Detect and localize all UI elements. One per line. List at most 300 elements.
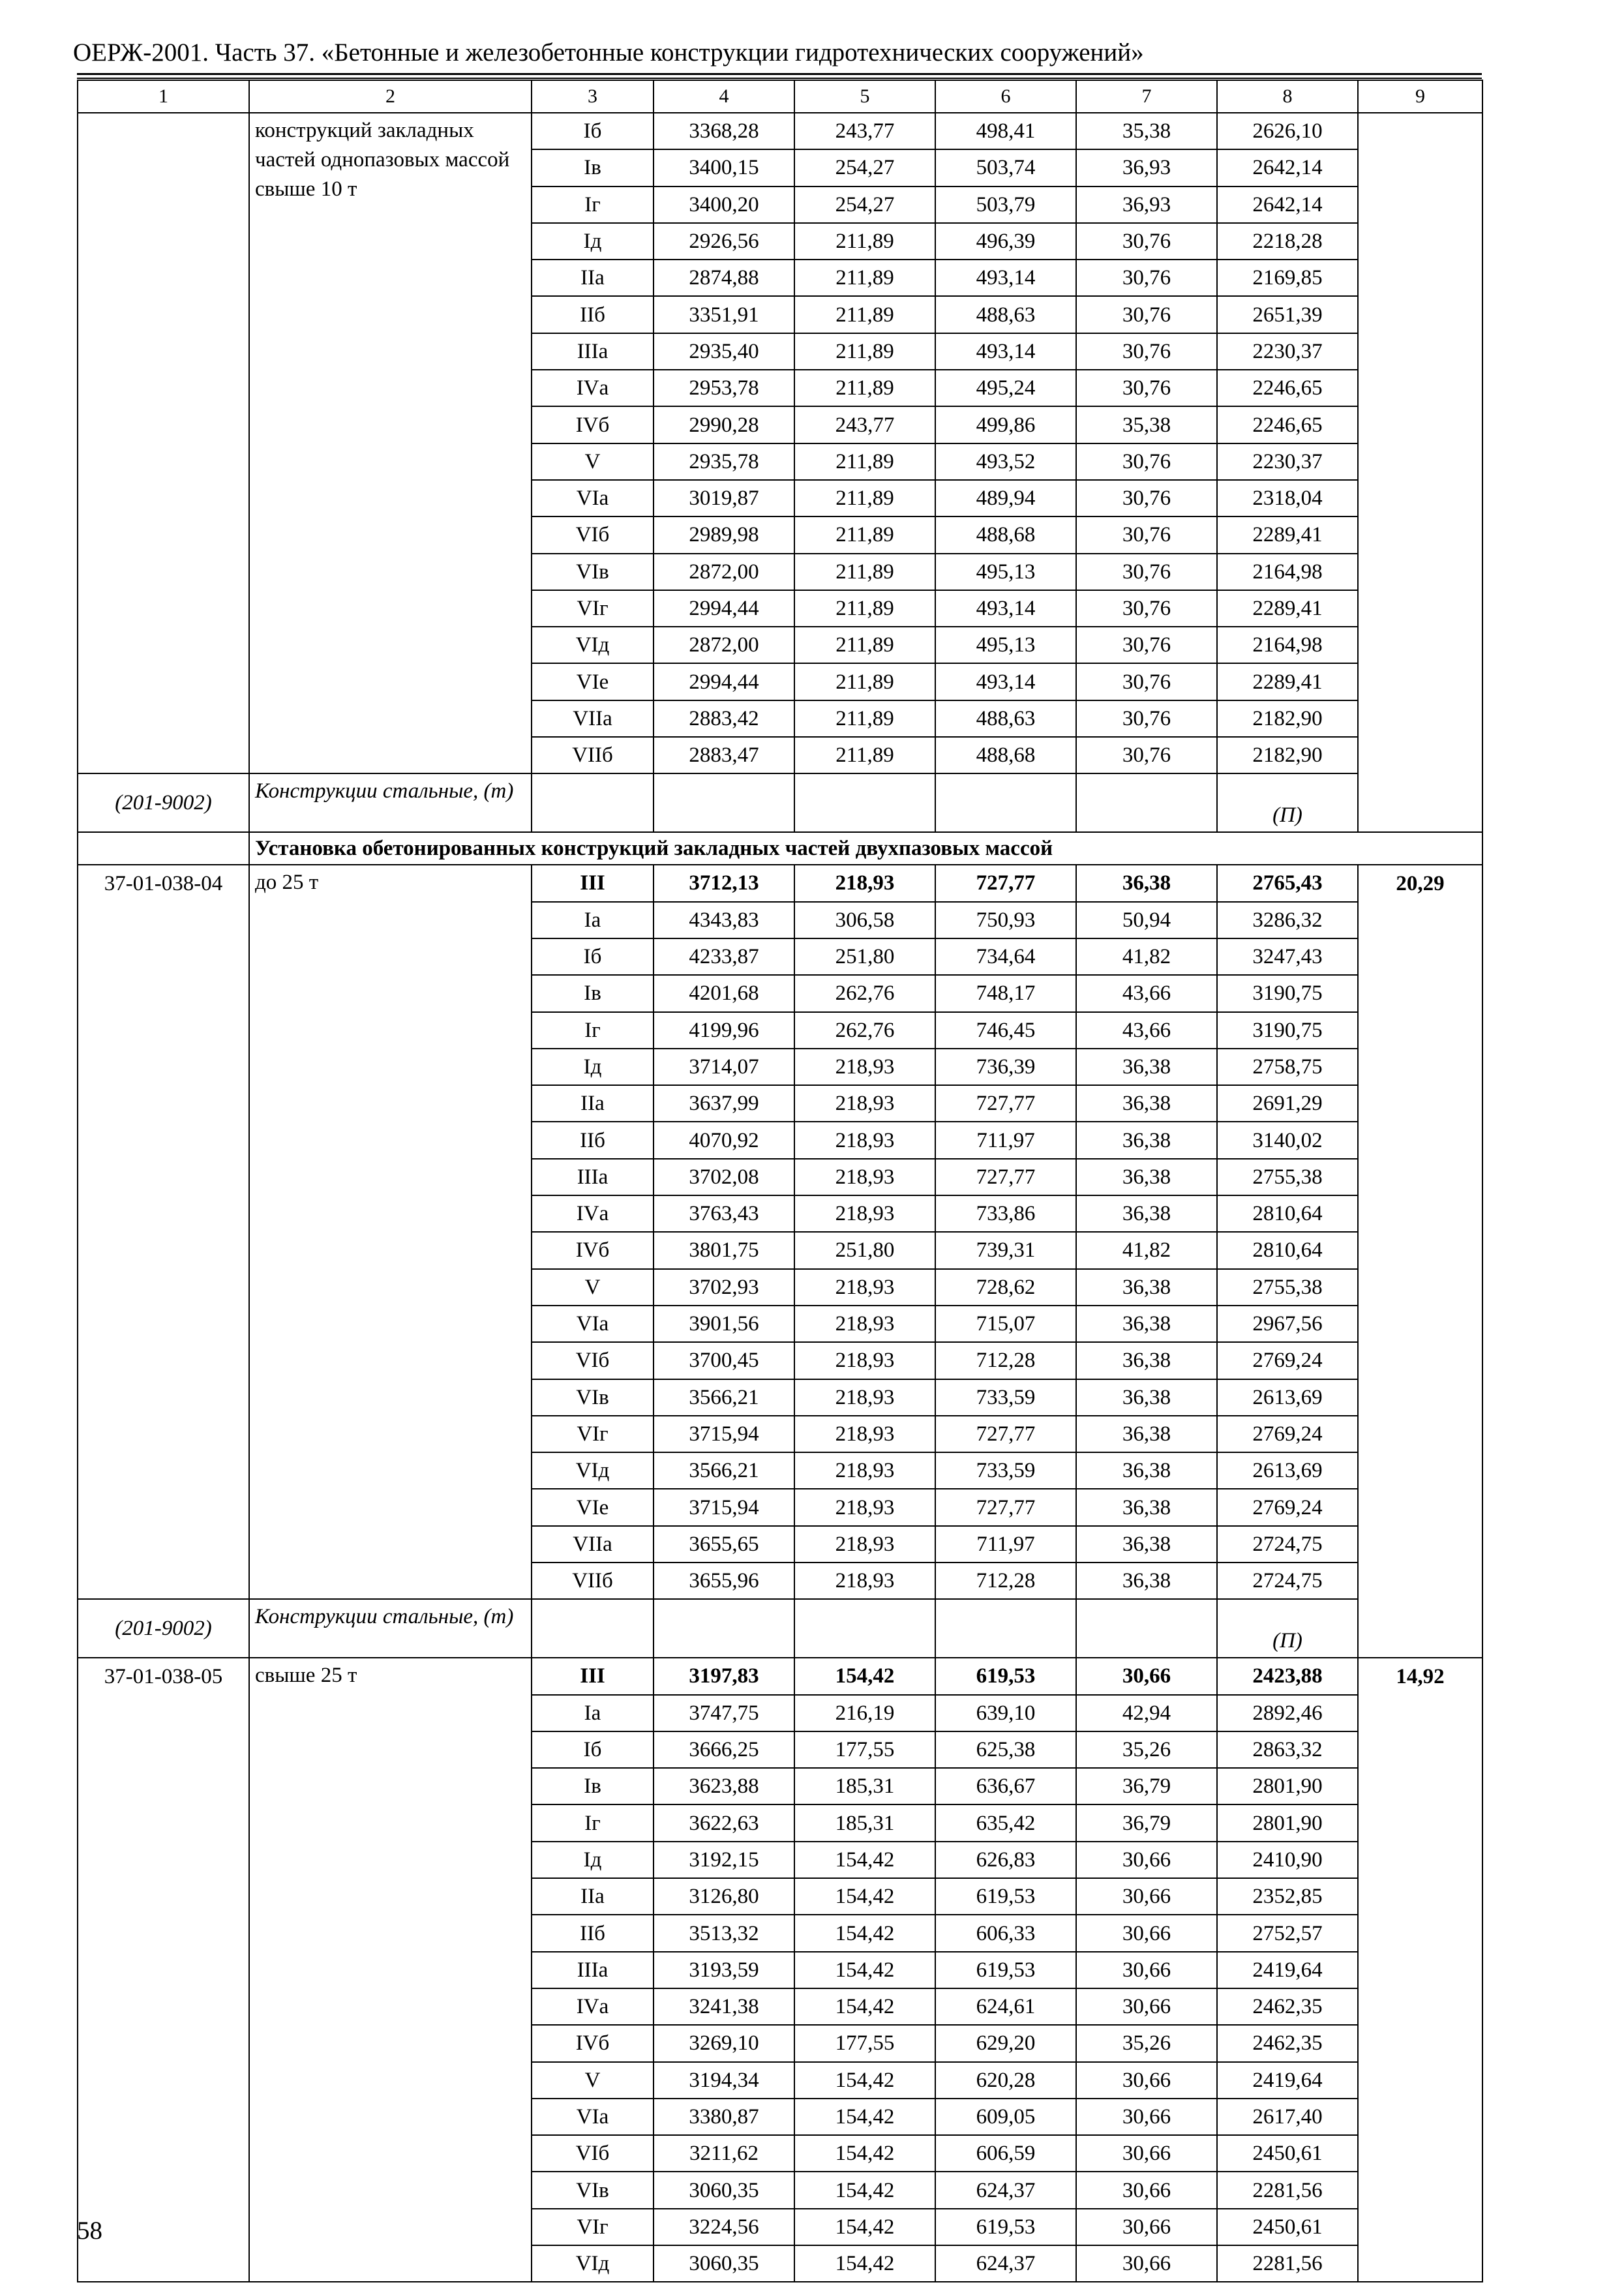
materials-cost: 2218,28	[1217, 223, 1358, 260]
materials-cost: 2462,35	[1217, 1988, 1358, 2025]
total-cost: 3126,80	[654, 1878, 794, 1915]
wages: 154,42	[794, 1915, 935, 1951]
machine-operation: 495,13	[935, 554, 1076, 590]
machinists-wages: 36,79	[1076, 1768, 1217, 1804]
materials-cost: 2769,24	[1217, 1489, 1358, 1525]
empty-cell	[1076, 773, 1217, 832]
wages: 211,89	[794, 223, 935, 260]
column-number: 5	[794, 80, 935, 113]
work-description: свыше 25 т	[249, 1658, 532, 2282]
total-cost: 2953,78	[654, 370, 794, 406]
wages: 211,89	[794, 627, 935, 663]
wages: 254,27	[794, 149, 935, 186]
territory-zone: IVа	[532, 1988, 654, 2025]
wages: 211,89	[794, 296, 935, 333]
machine-operation: 746,45	[935, 1012, 1076, 1049]
machinists-wages: 30,66	[1076, 1842, 1217, 1878]
materials-cost: 2651,39	[1217, 296, 1358, 333]
machinists-wages: 30,66	[1076, 2245, 1217, 2282]
machine-operation: 493,14	[935, 590, 1076, 627]
machine-operation: 495,24	[935, 370, 1076, 406]
materials-cost: 2246,65	[1217, 406, 1358, 443]
wages: 154,42	[794, 2172, 935, 2208]
machine-operation: 488,63	[935, 700, 1076, 737]
price-table	[77, 80, 1483, 2282]
machinists-wages: 36,38	[1076, 1379, 1217, 1416]
materials-cost: 2182,90	[1217, 737, 1358, 773]
total-cost: 3702,93	[654, 1269, 794, 1306]
machinists-wages: 30,76	[1076, 554, 1217, 590]
machinists-wages: 30,76	[1076, 260, 1217, 296]
machine-operation: 736,39	[935, 1049, 1076, 1085]
wages: 211,89	[794, 554, 935, 590]
wages: 211,89	[794, 333, 935, 370]
machine-operation: 734,64	[935, 938, 1076, 975]
machine-operation: 488,68	[935, 516, 1076, 553]
wages: 218,93	[794, 1306, 935, 1342]
total-cost: 4199,96	[654, 1012, 794, 1049]
empty-cell	[1076, 1599, 1217, 1658]
wages: 211,89	[794, 663, 935, 700]
materials-cost: 2967,56	[1217, 1306, 1358, 1342]
territory-zone: IIа	[532, 1085, 654, 1122]
wages: 218,93	[794, 1563, 935, 1599]
machinists-wages: 30,76	[1076, 590, 1217, 627]
machine-operation: 625,38	[935, 1731, 1076, 1768]
empty-cell	[654, 1599, 794, 1658]
machinists-wages: 30,66	[1076, 2209, 1217, 2245]
machinists-wages: 35,26	[1076, 2025, 1217, 2061]
machine-operation: 619,53	[935, 1878, 1076, 1915]
machine-operation: 750,93	[935, 902, 1076, 938]
wages: 251,80	[794, 1232, 935, 1268]
territory-zone: Iв	[532, 149, 654, 186]
total-cost: 3637,99	[654, 1085, 794, 1122]
wages: 218,93	[794, 1195, 935, 1232]
materials-cost: 2769,24	[1217, 1416, 1358, 1452]
total-cost: 3700,45	[654, 1342, 794, 1379]
materials-cost: 2810,64	[1217, 1232, 1358, 1268]
empty-cell	[794, 773, 935, 832]
machinists-wages: 36,38	[1076, 865, 1217, 901]
territory-zone: VIа	[532, 480, 654, 516]
machinists-wages: 30,66	[1076, 2172, 1217, 2208]
materials-cost: 2810,64	[1217, 1195, 1358, 1232]
materials-cost: 2462,35	[1217, 2025, 1358, 2061]
resource-name: Конструкции стальные, (т)	[249, 1599, 532, 1658]
wages: 218,93	[794, 865, 935, 901]
total-cost: 3241,38	[654, 1988, 794, 2025]
materials-cost: 3190,75	[1217, 1012, 1358, 1049]
materials-cost: 2164,98	[1217, 627, 1358, 663]
total-cost: 2935,40	[654, 333, 794, 370]
wages: 154,42	[794, 1952, 935, 1988]
machinists-wages: 30,76	[1076, 296, 1217, 333]
territory-zone: IVб	[532, 406, 654, 443]
total-cost: 3566,21	[654, 1379, 794, 1416]
total-cost: 3224,56	[654, 2209, 794, 2245]
territory-zone: IVб	[532, 2025, 654, 2061]
empty-cell	[794, 1599, 935, 1658]
machine-operation: 503,74	[935, 149, 1076, 186]
materials-cost: 2410,90	[1217, 1842, 1358, 1878]
materials-cost: 2281,56	[1217, 2172, 1358, 2208]
wages: 154,42	[794, 1988, 935, 2025]
wages: 218,93	[794, 1159, 935, 1195]
machinists-wages: 30,66	[1076, 2135, 1217, 2172]
territory-zone: VIг	[532, 590, 654, 627]
machinists-wages: 35,38	[1076, 113, 1217, 149]
territory-zone: IVа	[532, 1195, 654, 1232]
machine-operation: 609,05	[935, 2099, 1076, 2135]
materials-cost: 2752,57	[1217, 1915, 1358, 1951]
machine-operation: 493,52	[935, 443, 1076, 480]
territory-zone: Iв	[532, 1768, 654, 1804]
machinists-wages: 36,38	[1076, 1049, 1217, 1085]
resource-row	[78, 1599, 1482, 1658]
machine-operation: 488,63	[935, 296, 1076, 333]
territory-zone: VIг	[532, 2209, 654, 2245]
total-cost: 2989,98	[654, 516, 794, 553]
rate-code	[78, 113, 249, 773]
materials-cost: 2613,69	[1217, 1379, 1358, 1416]
materials-cost: 3247,43	[1217, 938, 1358, 975]
empty-cell	[532, 773, 654, 832]
machine-operation: 495,13	[935, 627, 1076, 663]
total-cost: 2874,88	[654, 260, 794, 296]
table-row	[78, 1658, 1482, 1694]
machinists-wages: 30,76	[1076, 700, 1217, 737]
machinists-wages: 30,76	[1076, 370, 1217, 406]
territory-zone: IIа	[532, 260, 654, 296]
machine-operation: 748,17	[935, 975, 1076, 1011]
materials-cost: 3286,32	[1217, 902, 1358, 938]
wages: 185,31	[794, 1804, 935, 1841]
column-number: 6	[935, 80, 1076, 113]
territory-zone: VIд	[532, 2245, 654, 2282]
wages: 211,89	[794, 480, 935, 516]
header-rule-bottom	[77, 78, 1482, 79]
territory-zone: III	[532, 865, 654, 901]
machinists-wages: 36,38	[1076, 1269, 1217, 1306]
total-cost: 4070,92	[654, 1122, 794, 1158]
territory-zone: IVб	[532, 1232, 654, 1268]
section-title: Установка обетонированных конструкций закладных частей двухпазовых массой	[249, 832, 1482, 865]
machinists-wages: 30,66	[1076, 1915, 1217, 1951]
wages: 154,42	[794, 2135, 935, 2172]
territory-zone: VIб	[532, 2135, 654, 2172]
wages: 218,93	[794, 1452, 935, 1489]
total-cost: 2990,28	[654, 406, 794, 443]
empty-cell	[654, 773, 794, 832]
machinists-wages: 36,38	[1076, 1342, 1217, 1379]
machinists-wages: 30,76	[1076, 480, 1217, 516]
wages: 211,89	[794, 443, 935, 480]
territory-zone: VIа	[532, 2099, 654, 2135]
territory-zone: Iд	[532, 223, 654, 260]
territory-zone: Iг	[532, 187, 654, 223]
price-table-body	[78, 80, 1482, 2282]
materials-cost: 2755,38	[1217, 1269, 1358, 1306]
wages: 177,55	[794, 1731, 935, 1768]
materials-cost: 2419,64	[1217, 2062, 1358, 2099]
total-cost: 3763,43	[654, 1195, 794, 1232]
column-number: 4	[654, 80, 794, 113]
territory-zone: VIв	[532, 2172, 654, 2208]
wages: 211,89	[794, 516, 935, 553]
machinists-wages: 43,66	[1076, 975, 1217, 1011]
territory-zone: IIа	[532, 1878, 654, 1915]
machine-operation: 712,28	[935, 1563, 1076, 1599]
territory-zone: Iб	[532, 938, 654, 975]
machinists-wages: 30,66	[1076, 1952, 1217, 1988]
territory-zone: VIIа	[532, 1526, 654, 1563]
materials-cost: 2724,75	[1217, 1526, 1358, 1563]
machine-operation: 496,39	[935, 223, 1076, 260]
machinists-wages: 30,66	[1076, 2062, 1217, 2099]
total-cost: 3715,94	[654, 1489, 794, 1525]
resource-value: (П)	[1217, 773, 1358, 832]
total-cost: 4233,87	[654, 938, 794, 975]
machine-operation: 606,33	[935, 1915, 1076, 1951]
machine-operation: 488,68	[935, 737, 1076, 773]
total-cost: 3801,75	[654, 1232, 794, 1268]
territory-zone: VIе	[532, 663, 654, 700]
total-cost: 3901,56	[654, 1306, 794, 1342]
column-number-row	[78, 80, 1482, 113]
materials-cost: 2169,85	[1217, 260, 1358, 296]
materials-cost: 2863,32	[1217, 1731, 1358, 1768]
wages: 216,19	[794, 1695, 935, 1731]
total-cost: 2883,47	[654, 737, 794, 773]
territory-zone: IIIа	[532, 1159, 654, 1195]
wages: 211,89	[794, 590, 935, 627]
empty-cell	[78, 832, 249, 865]
header-rule-top	[77, 73, 1482, 75]
territory-zone: VIб	[532, 516, 654, 553]
materials-cost: 2755,38	[1217, 1159, 1358, 1195]
territory-zone: Iд	[532, 1049, 654, 1085]
total-cost: 3368,28	[654, 113, 794, 149]
machinists-wages: 41,82	[1076, 938, 1217, 975]
wages: 211,89	[794, 737, 935, 773]
territory-zone: VIб	[532, 1342, 654, 1379]
materials-cost: 2423,88	[1217, 1658, 1358, 1694]
territory-zone: V	[532, 2062, 654, 2099]
machine-operation: 626,83	[935, 1842, 1076, 1878]
column-number: 1	[78, 80, 249, 113]
machinists-wages: 36,38	[1076, 1122, 1217, 1158]
wages: 154,42	[794, 2245, 935, 2282]
territory-zone: VIд	[532, 1452, 654, 1489]
machine-operation: 727,77	[935, 1159, 1076, 1195]
total-cost: 3193,59	[654, 1952, 794, 1988]
territory-zone: IIб	[532, 1122, 654, 1158]
total-cost: 3211,62	[654, 2135, 794, 2172]
machinists-wages: 36,38	[1076, 1195, 1217, 1232]
total-cost: 3715,94	[654, 1416, 794, 1452]
column-number: 2	[249, 80, 532, 113]
machinists-wages: 36,38	[1076, 1085, 1217, 1122]
total-cost: 3655,65	[654, 1526, 794, 1563]
wages: 154,42	[794, 1878, 935, 1915]
machinists-wages: 36,93	[1076, 149, 1217, 186]
materials-cost: 2758,75	[1217, 1049, 1358, 1085]
machine-operation: 727,77	[935, 1416, 1076, 1452]
machine-operation: 639,10	[935, 1695, 1076, 1731]
machine-operation: 739,31	[935, 1232, 1076, 1268]
wages: 154,42	[794, 2209, 935, 2245]
wages: 218,93	[794, 1122, 935, 1158]
territory-zone: Iа	[532, 902, 654, 938]
machinists-wages: 43,66	[1076, 1012, 1217, 1049]
total-cost: 3655,96	[654, 1563, 794, 1599]
territory-zone: Iг	[532, 1012, 654, 1049]
machinists-wages: 30,66	[1076, 1878, 1217, 1915]
total-cost: 3702,08	[654, 1159, 794, 1195]
wages: 254,27	[794, 187, 935, 223]
materials-cost: 2450,61	[1217, 2135, 1358, 2172]
machinists-wages: 36,79	[1076, 1804, 1217, 1841]
resource-name: Конструкции стальные, (т)	[249, 773, 532, 832]
machine-operation: 727,77	[935, 865, 1076, 901]
materials-cost: 2289,41	[1217, 663, 1358, 700]
total-cost: 3623,88	[654, 1768, 794, 1804]
resource-code: (201-9002)	[78, 773, 249, 832]
work-description: до 25 т	[249, 865, 532, 1599]
territory-zone: IIIа	[532, 1952, 654, 1988]
total-cost: 3192,15	[654, 1842, 794, 1878]
machinists-wages: 30,66	[1076, 1658, 1217, 1694]
total-cost: 3666,25	[654, 1731, 794, 1768]
machinists-wages: 30,76	[1076, 516, 1217, 553]
table-row	[78, 113, 1482, 149]
total-cost: 2994,44	[654, 590, 794, 627]
labor-cost: 14,92	[1358, 1658, 1482, 2282]
work-description: конструкций закладных частей однопазовых массой свыше 10 т	[249, 113, 532, 773]
total-cost: 2994,44	[654, 663, 794, 700]
machinists-wages: 35,26	[1076, 1731, 1217, 1768]
materials-cost: 2801,90	[1217, 1768, 1358, 1804]
total-cost: 2883,42	[654, 700, 794, 737]
wages: 218,93	[794, 1269, 935, 1306]
machine-operation: 493,14	[935, 663, 1076, 700]
total-cost: 3269,10	[654, 2025, 794, 2061]
machine-operation: 619,53	[935, 2209, 1076, 2245]
rate-code: 37-01-038-05	[78, 1658, 249, 2282]
machinists-wages: 42,94	[1076, 1695, 1217, 1731]
total-cost: 2872,00	[654, 627, 794, 663]
materials-cost: 3190,75	[1217, 975, 1358, 1011]
wages: 218,93	[794, 1526, 935, 1563]
total-cost: 3714,07	[654, 1049, 794, 1085]
materials-cost: 2289,41	[1217, 590, 1358, 627]
total-cost: 4201,68	[654, 975, 794, 1011]
total-cost: 3400,20	[654, 187, 794, 223]
wages: 177,55	[794, 2025, 935, 2061]
total-cost: 3194,34	[654, 2062, 794, 2099]
territory-zone: VIIб	[532, 1563, 654, 1599]
total-cost: 3712,13	[654, 865, 794, 901]
territory-zone: VIд	[532, 627, 654, 663]
empty-cell	[935, 773, 1076, 832]
machine-operation: 711,97	[935, 1122, 1076, 1158]
territory-zone: IIIа	[532, 333, 654, 370]
page-header-title: ОЕРЖ-2001. Часть 37. «Бетонные и железобетонные конструкции гидротехнических сооружений»	[73, 38, 1144, 67]
resource-value: (П)	[1217, 1599, 1358, 1658]
territory-zone: VIIб	[532, 737, 654, 773]
machinists-wages: 30,76	[1076, 737, 1217, 773]
machine-operation: 619,53	[935, 1658, 1076, 1694]
machine-operation: 715,07	[935, 1306, 1076, 1342]
wages: 251,80	[794, 938, 935, 975]
machinists-wages: 30,76	[1076, 223, 1217, 260]
table-row	[78, 865, 1482, 901]
materials-cost: 2617,40	[1217, 2099, 1358, 2135]
machine-operation: 493,14	[935, 260, 1076, 296]
machinists-wages: 30,76	[1076, 333, 1217, 370]
resource-row	[78, 773, 1482, 832]
machinists-wages: 30,76	[1076, 443, 1217, 480]
machinists-wages: 50,94	[1076, 902, 1217, 938]
materials-cost: 2892,46	[1217, 1695, 1358, 1731]
machine-operation: 733,59	[935, 1452, 1076, 1489]
labor-cost	[1358, 113, 1482, 832]
machinists-wages: 36,38	[1076, 1416, 1217, 1452]
total-cost: 4343,83	[654, 902, 794, 938]
total-cost: 2872,00	[654, 554, 794, 590]
machinists-wages: 30,66	[1076, 1988, 1217, 2025]
territory-zone: III	[532, 1658, 654, 1694]
wages: 154,42	[794, 2099, 935, 2135]
territory-zone: IIб	[532, 1915, 654, 1951]
machine-operation: 636,67	[935, 1768, 1076, 1804]
machine-operation: 727,77	[935, 1085, 1076, 1122]
machinists-wages: 36,38	[1076, 1306, 1217, 1342]
machinists-wages: 36,38	[1076, 1159, 1217, 1195]
materials-cost: 2318,04	[1217, 480, 1358, 516]
machinists-wages: 36,38	[1076, 1489, 1217, 1525]
materials-cost: 2769,24	[1217, 1342, 1358, 1379]
materials-cost: 2230,37	[1217, 443, 1358, 480]
wages: 211,89	[794, 700, 935, 737]
resource-code: (201-9002)	[78, 1599, 249, 1658]
labor-cost: 20,29	[1358, 865, 1482, 1658]
machine-operation: 624,37	[935, 2172, 1076, 2208]
materials-cost: 2352,85	[1217, 1878, 1358, 1915]
machinists-wages: 36,38	[1076, 1452, 1217, 1489]
materials-cost: 2765,43	[1217, 865, 1358, 901]
materials-cost: 2419,64	[1217, 1952, 1358, 1988]
wages: 218,93	[794, 1049, 935, 1085]
wages: 218,93	[794, 1416, 935, 1452]
materials-cost: 2724,75	[1217, 1563, 1358, 1599]
wages: 218,93	[794, 1379, 935, 1416]
machine-operation: 493,14	[935, 333, 1076, 370]
total-cost: 3622,63	[654, 1804, 794, 1841]
machinists-wages: 30,66	[1076, 2099, 1217, 2135]
wages: 243,77	[794, 406, 935, 443]
territory-zone: IIб	[532, 296, 654, 333]
machine-operation: 606,59	[935, 2135, 1076, 2172]
machinists-wages: 36,38	[1076, 1563, 1217, 1599]
total-cost: 3380,87	[654, 2099, 794, 2135]
machine-operation: 499,86	[935, 406, 1076, 443]
wages: 262,76	[794, 1012, 935, 1049]
materials-cost: 2801,90	[1217, 1804, 1358, 1841]
column-number: 8	[1217, 80, 1358, 113]
wages: 211,89	[794, 260, 935, 296]
